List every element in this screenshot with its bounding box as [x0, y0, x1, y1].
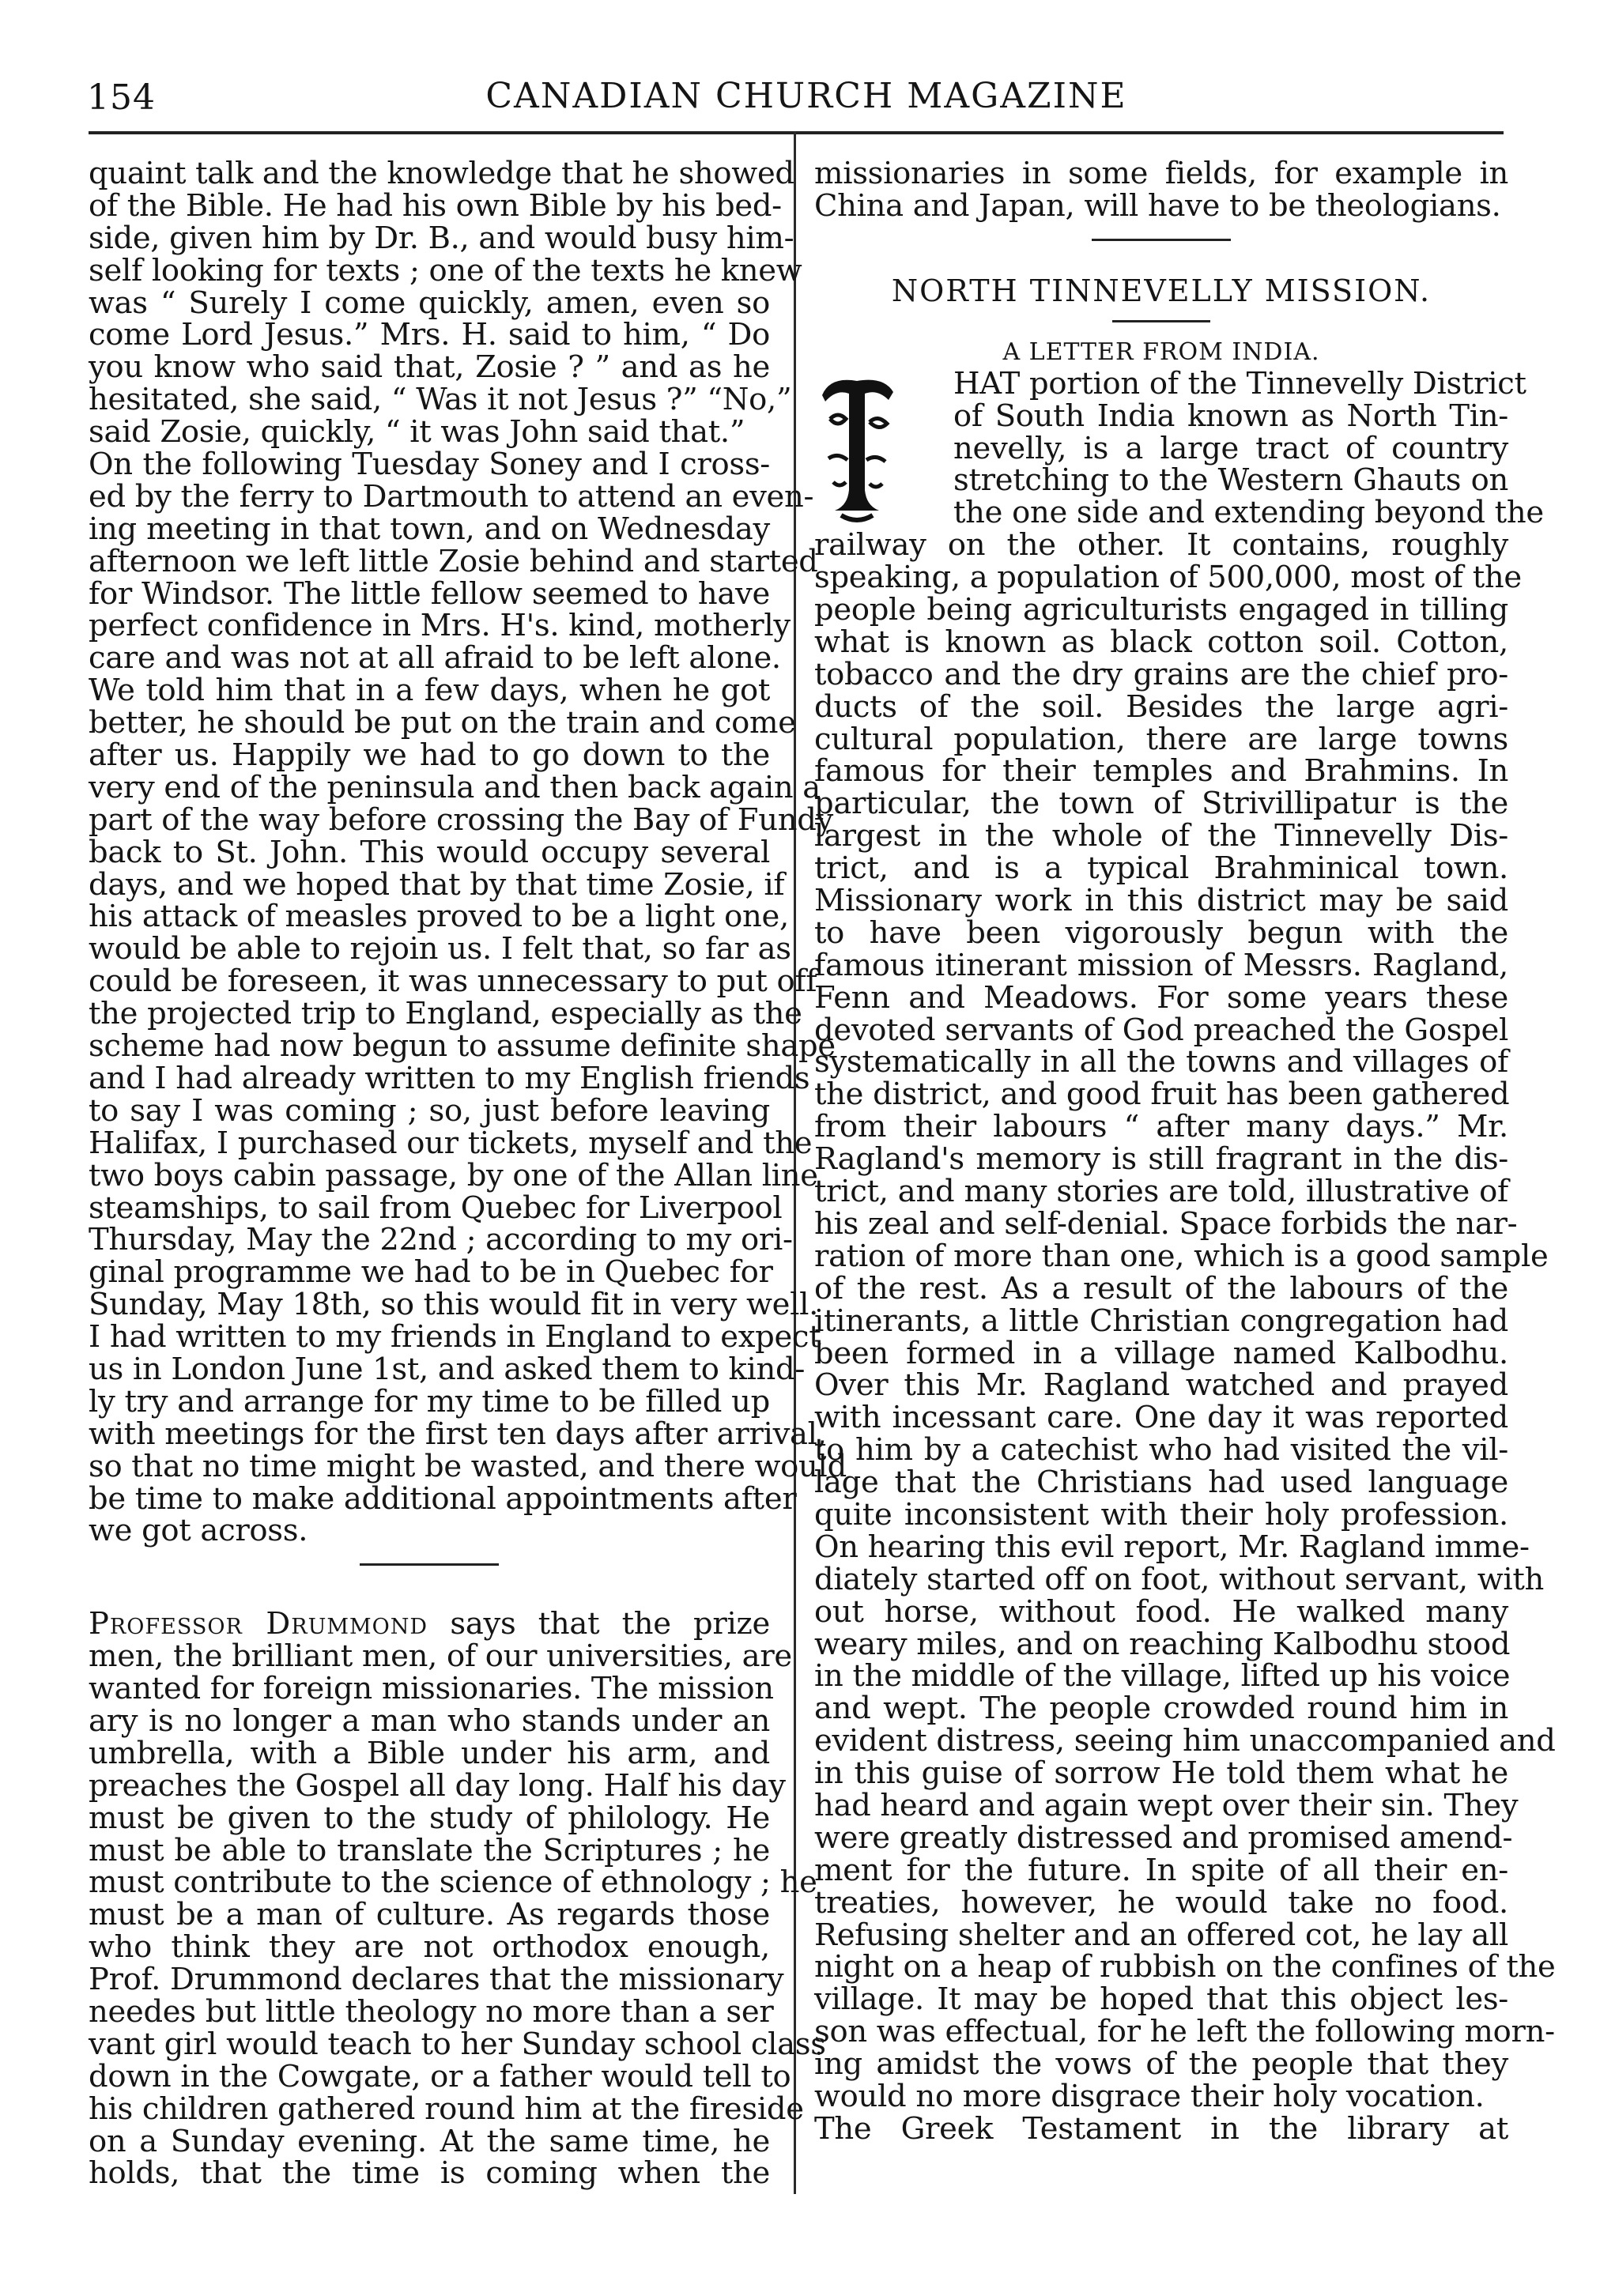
text-line: devoted servants of God preached the Gospel — [814, 1012, 1508, 1048]
text-line: down in the Cowgate, or a father would tell to — [89, 2058, 791, 2094]
text-line: two boys cabin passage, by one of the Allan line — [89, 1157, 818, 1193]
text-line: to have been vigorously begun with the — [814, 914, 1508, 951]
text-line: Over this Mr. Ragland watched and prayed — [814, 1367, 1508, 1404]
text-line: could be foreseen, it was unnecessary to put off — [89, 963, 817, 1000]
text-line: of the rest. As a result of the labours of the — [814, 1270, 1508, 1306]
text-line: very end of the peninsula and then back again a — [89, 769, 821, 805]
text-line: missionaries in some fields, for example in — [814, 156, 1508, 191]
text-line: China and Japan, will have to be theologians. — [814, 187, 1501, 224]
text-line: trict, and is a typical Brahminical town. — [814, 850, 1508, 887]
section-separator — [1092, 239, 1231, 241]
right-column-continuation — [814, 158, 1508, 223]
text-line: famous itinerant mission of Messrs. Ragland, — [814, 947, 1508, 983]
text-line: people being agriculturists engaged in tilling — [814, 592, 1508, 628]
text-line: Sunday, May 18th, so this would fit in very well. — [89, 1287, 819, 1323]
text-line: would no more disgrace their holy vocation. — [814, 2078, 1485, 2114]
text-line: the one side and extending beyond the — [953, 495, 1544, 531]
right-column — [814, 156, 1556, 2147]
text-line: preaches the Gospel all day long. Half his day — [89, 1767, 786, 1804]
text-line: men, the brilliant men, of our universities, are — [89, 1638, 792, 1675]
text-line: ducts of the soil. Besides the large agri- — [814, 688, 1508, 725]
text-line: out horse, without food. He walked many — [814, 1593, 1508, 1630]
text-line: must contribute to the science of ethnology ; he — [89, 1864, 817, 1901]
text-line: lage that the Christians had used language — [814, 1465, 1508, 1501]
text-line: The Greek Testament in the library at — [814, 2110, 1508, 2147]
article-subtitle: A LETTER FROM INDIA. — [1002, 337, 1320, 366]
text-line: of South India known as North Tin- — [953, 398, 1508, 434]
text-line: said Zosie, quickly, “ it was John said that.” — [89, 414, 745, 451]
text-line: been formed in a village named Kalbodhu. — [814, 1335, 1508, 1371]
text-line: you know who said that, Zosie ? ” and as he — [89, 349, 770, 386]
text-line: would be able to rejoin us. I felt that, so far as — [89, 931, 791, 967]
section-separator — [360, 1563, 499, 1566]
paragraph-spacer — [89, 1582, 770, 1608]
text-line: his zeal and self-denial. Space forbids the nar- — [814, 1205, 1518, 1242]
text-line: I had written to my friends in England to expect — [89, 1319, 821, 1355]
text-line: ginal programme we had to be in Quebec for — [89, 1254, 773, 1291]
article-body — [814, 527, 1556, 2147]
text-line: ly try and arrange for my time to be filled up — [89, 1383, 770, 1419]
text-line: ing amidst the vows of the people that they — [814, 2046, 1508, 2083]
text-line: On the following Tuesday Soney and I cross- — [89, 447, 770, 483]
text-line: afternoon we left little Zosie behind and started — [89, 543, 818, 579]
title-rule — [1112, 320, 1210, 322]
text-line: Ragland's memory is still fragrant in the dis- — [814, 1141, 1508, 1178]
text-line: tobacco and the dry grains are the chief pro- — [814, 656, 1508, 692]
text-line: was “ Surely I come quickly, amen, even so — [89, 285, 770, 321]
text-line: needes but little theology no more than a ser — [89, 1993, 774, 2030]
text-line: after us. Happily we had to go down to the — [89, 737, 770, 774]
text-line: must be able to translate the Scriptures ; he — [89, 1832, 770, 1868]
text-line: son was effectual, for he left the following morn- — [814, 2014, 1555, 2050]
text-line: must be a man of culture. As regards those — [89, 1897, 770, 1933]
text-line — [89, 1608, 770, 1641]
text-line: Refusing shelter and an offered cot, he lay all — [814, 1917, 1508, 1953]
text-line: to say I was coming ; so, just before leaving — [89, 1092, 770, 1129]
text-line: HAT portion of the Tinnevelly District — [953, 365, 1526, 402]
text-line: famous for their temples and Brahmins. In — [814, 753, 1508, 790]
text-line: night on a heap of rubbish on the confines of the — [814, 1949, 1556, 1985]
text-line: railway on the other. It contains, roughly — [814, 527, 1508, 564]
text-line: On hearing this evil report, Mr. Ragland imme- — [814, 1529, 1530, 1565]
text-line: on a Sunday evening. At the same time, he — [89, 2123, 770, 2159]
indented-lines — [814, 365, 1544, 531]
article-title: NORTH TINNEVELLY MISSION. — [891, 273, 1432, 308]
text-line: particular, the town of Strivillipatur is the — [814, 786, 1508, 822]
text-line: diately started off on foot, without servant, with — [814, 1561, 1545, 1597]
text-line: quite inconsistent with their holy profession. — [814, 1496, 1508, 1533]
text-line: and I had already written to my English friends — [89, 1060, 810, 1096]
text-line: ration of more than one, which is a good sample — [814, 1238, 1549, 1274]
text-line: what is known as black cotton soil. Cotton, — [814, 624, 1508, 660]
text-line: Thursday, May the 22nd ; according to my ori- — [89, 1222, 793, 1258]
text-line: weary miles, and on reaching Kalbodhu stood — [814, 1626, 1511, 1662]
text-line: of the Bible. He had his own Bible by his bed- — [89, 187, 782, 224]
text-line: steamships, to sail from Quebec for Liverpool — [89, 1189, 783, 1226]
text-line: ment for the future. In spite of all their en- — [814, 1852, 1508, 1888]
text-line: back to St. John. This would occupy several — [89, 834, 770, 870]
left-column-text — [89, 156, 847, 1549]
left-column — [89, 156, 847, 2192]
decorative-initial-t — [814, 371, 900, 526]
text-line: systematically in all the towns and villages of — [814, 1044, 1508, 1080]
text-line: village. It may be hoped that this object les- — [814, 1981, 1508, 2018]
text-line: come Lord Jesus.” Mrs. H. said to him, “ Do — [89, 317, 770, 353]
drummond-name: Professor Drummond — [89, 1606, 428, 1642]
text-line: us in London June 1st, and asked them to kind- — [89, 1351, 806, 1387]
drummond-paragraph — [89, 1606, 826, 2192]
text-line: stretching to the Western Ghauts on — [953, 462, 1508, 499]
text-line: hesitated, she said, “ Was it not Jesus ?” “No,” — [89, 382, 792, 418]
text-line: for Windsor. The little fellow seemed to have — [89, 575, 770, 612]
running-head-title: CANADIAN CHURCH MAGAZINE — [485, 76, 1127, 116]
page-number: 154 — [87, 77, 156, 118]
drummond-first-line: says that the prize — [428, 1606, 770, 1642]
text-line: itinerants, a little Christian congregation had — [814, 1303, 1508, 1339]
text-line: who think they are not orthodox enough, — [89, 1929, 770, 1966]
text-line: be time to make additional appointments after — [89, 1480, 797, 1517]
text-line: self looking for texts ; one of the texts he knew — [89, 252, 802, 288]
text-line: the projected trip to England, especially as the — [89, 996, 802, 1032]
text-line: the district, and good fruit has been gathered — [814, 1076, 1510, 1113]
text-line: days, and we hoped that by that time Zosie, if — [89, 866, 785, 903]
text-line: scheme had now begun to assume definite shape — [89, 1028, 836, 1065]
text-line: part of the way before crossing the Bay of Fundy — [89, 801, 833, 838]
text-line: with incessant care. One day it was reported — [814, 1400, 1508, 1436]
text-line: better, he should be put on the train and come — [89, 705, 796, 741]
text-line: Fenn and Meadows. For some years these — [814, 979, 1508, 1016]
text-line: had heard and again wept over their sin. They — [814, 1787, 1519, 1823]
text-line: umbrella, with a Bible under his arm, and — [89, 1735, 770, 1771]
text-line: largest in the whole of the Tinnevelly Dis- — [814, 818, 1508, 854]
text-line: ed by the ferry to Dartmouth to attend an even- — [89, 478, 814, 515]
text-line: We told him that in a few days, when he got — [89, 673, 770, 709]
text-line: ing meeting in that town, and on Wednesday — [89, 511, 770, 547]
text-line: and wept. The people crowded round him in — [814, 1691, 1508, 1727]
text-line: from their labours “ after many days.” Mr. — [814, 1109, 1508, 1145]
text-line: holds, that the time is coming when the — [89, 2155, 770, 2192]
text-line: must be given to the study of philology. He — [89, 1800, 770, 1836]
text-line: so that no time might be wasted, and there would — [89, 1448, 847, 1484]
text-line: ary is no longer a man who stands under an — [89, 1702, 770, 1739]
text-line: in the middle of the village, lifted up his voice — [814, 1658, 1511, 1695]
header-rule — [89, 131, 1504, 134]
text-line: perfect confidence in Mrs. H's. kind, motherly — [89, 608, 791, 644]
text-line: his attack of measles proved to be a light one, — [89, 899, 789, 935]
text-line: his children gathered round him at the fireside — [89, 2091, 804, 2127]
text-line: wanted for foreign missionaries. The mission — [89, 1671, 774, 1707]
text-line: we got across. — [89, 1513, 308, 1549]
text-line: vant girl would teach to her Sunday school class — [89, 2026, 826, 2062]
text-line: Prof. Drummond declares that the missionary — [89, 1962, 784, 1998]
text-line: nevelly, is a large tract of country — [953, 430, 1508, 466]
text-line: speaking, a population of 500,000, most of the — [814, 560, 1522, 596]
drummond-text — [89, 1638, 826, 2192]
text-line: evident distress, seeing him unaccompanied and — [814, 1723, 1556, 1759]
article-opening — [814, 365, 1544, 531]
text-line: side, given him by Dr. B., and would busy him- — [89, 220, 794, 256]
text-line: Missionary work in this district may be said — [814, 883, 1508, 919]
text-line: Halifax, I purchased our tickets, myself and the — [89, 1125, 813, 1161]
text-line: treaties, however, he would take no food. — [814, 1884, 1508, 1921]
text-line: trict, and many stories are told, illustrative of — [814, 1174, 1508, 1210]
text-line: cultural population, there are large towns — [814, 721, 1508, 757]
text-line: were greatly distressed and promised amend- — [814, 1819, 1513, 1856]
text-line: in this guise of sorrow He told them what he — [814, 1755, 1508, 1792]
text-line: to him by a catechist who had visited the vil- — [814, 1432, 1508, 1468]
text-line: with meetings for the first ten days after arrival, — [89, 1416, 827, 1452]
text-line: quaint talk and the knowledge that he showed — [89, 156, 794, 191]
text-line: care and was not at all afraid to be left alone. — [89, 640, 781, 677]
